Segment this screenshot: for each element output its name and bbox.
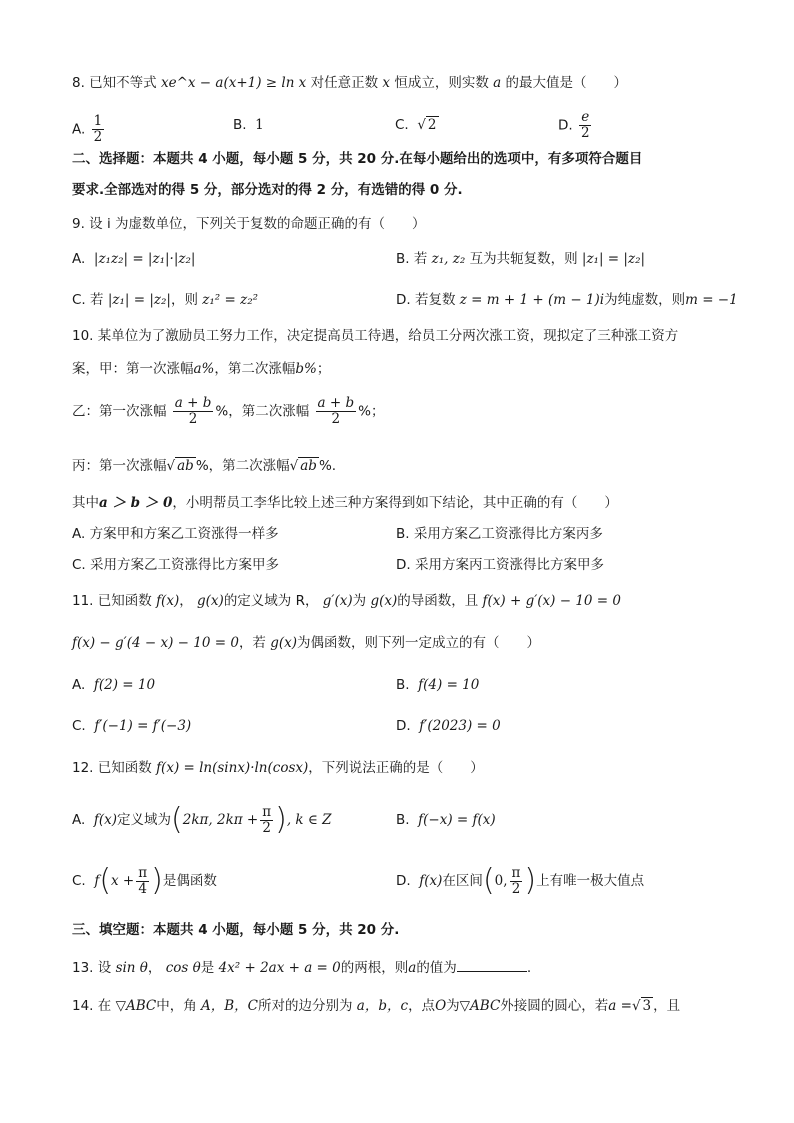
section-2-heading: 二、选择题：本题共 4 小题，每小题 5 分，共 20 分.在每小题给出的选项中，有多项符合题目 [72,151,643,167]
answer-blank [457,957,527,972]
q11-option-d: D. f′(2023) = 0 [396,718,501,734]
q12-option-c: C. f(x + $\frac{\pi}{4}$ )是偶函数 [72,863,217,898]
q10-plan-bing: 丙：第一次涨幅√ ab %，第二次涨幅√ ab %. [72,458,337,474]
q8-option-b: B. 1 [233,117,264,133]
question-13: 13. 设 sin θ， cos θ是 4x² + 2ax + a = 0的两根，则a的值为 . [72,957,531,977]
q11-option-b: B. f(4) = 10 [396,677,480,693]
q12-option-a: A. f(x)定义域为(2kπ, 2kπ + $\frac{\pi}{2}$ ), k ∈ Z [72,802,332,837]
question-12: 12. 已知函数 f(x) = ln(sinx)·ln(cosx)，下列说法正确的是（ ） [72,760,484,776]
question-10: 10. 某单位为了激励员工努力工作，决定提高员工待遇，给员工分两次涨工资，现拟定了三种涨工资方 [72,328,679,344]
q8-option-a: A. $\frac{1}{2}$ [72,113,103,145]
q9-option-d: D. 若复数 z = m + 1 + (m − 1)i为纯虚数，则m = −1 [396,292,738,308]
q10-plan-jia: 案，甲：第一次涨幅a%，第二次涨幅b%； [72,361,331,377]
question-8: 8. 已知不等式 xe^x − a(x+1) ≥ ln x 对任意正数 x 恒成立，则实数 a 的最大值是（ ） [72,75,627,91]
q11-option-c: C. f′(−1) = f′(−3) [72,718,192,734]
question-14: 14. 在 ▽ABC中，角 A，B，C所对的边分别为 a，b，c，点O为▽ABC外接圆的圆心，若a =√ 3 ，且 [72,998,681,1014]
q8-option-c: C. √ 2 [395,117,437,133]
q12-option-b: B. f(−x) = f(x) [396,812,496,828]
question-11-cont: f(x) − g′(4 − x) − 10 = 0，若 g(x)为偶函数，则下列一定成立的有（ ） [72,635,541,651]
q10-option-b: B. 采用方案乙工资涨得比方案丙多 [396,526,603,542]
q10-option-d: D. 采用方案丙工资涨得比方案甲多 [396,557,604,573]
question-11: 11. 已知函数 f(x)， g(x)的定义域为 R， g′(x)为 g(x)的导函数，且 f(x) + g′(x) − 10 = 0 [72,593,621,609]
q10-plan-yi: 乙：第一次涨幅 $\frac{a + b}{2}$ %，第二次涨幅 $\frac{a + b}{2}$ %； [72,395,385,427]
q11-option-a: A. f(2) = 10 [72,677,156,693]
q9-option-a: A. |z₁z₂| = |z₁|·|z₂| [72,251,196,267]
section-3-heading: 三、填空题：本题共 4 小题，每小题 5 分，共 20 分. [72,922,400,938]
q12-option-d: D. f(x)在区间(0, $\frac{\pi}{2}$ )上有唯一极大值点 [396,863,645,898]
section-2-heading-cont: 要求.全部选对的得 5 分，部分选对的得 2 分，有选错的得 0 分. [72,182,463,198]
q9-option-c: C. 若 |z₁| = |z₂|，则 z₁² = z₂² [72,292,259,308]
q8-option-d: D. $\frac{e}{2}$ [558,109,590,141]
q10-option-c: C. 采用方案乙工资涨得比方案甲多 [72,557,280,573]
question-9: 9. 设 i 为虚数单位，下列关于复数的命题正确的有（ ） [72,216,426,232]
q9-option-b: B. 若 z₁, z₂ 互为共轭复数，则 |z₁| = |z₂| [396,251,646,267]
q10-option-a: A. 方案甲和方案乙工资涨得一样多 [72,526,279,542]
q10-condition: 其中a ＞ b ＞ 0，小明帮员工李华比较上述三种方案得到如下结论，其中正确的有（ ） [72,495,618,511]
